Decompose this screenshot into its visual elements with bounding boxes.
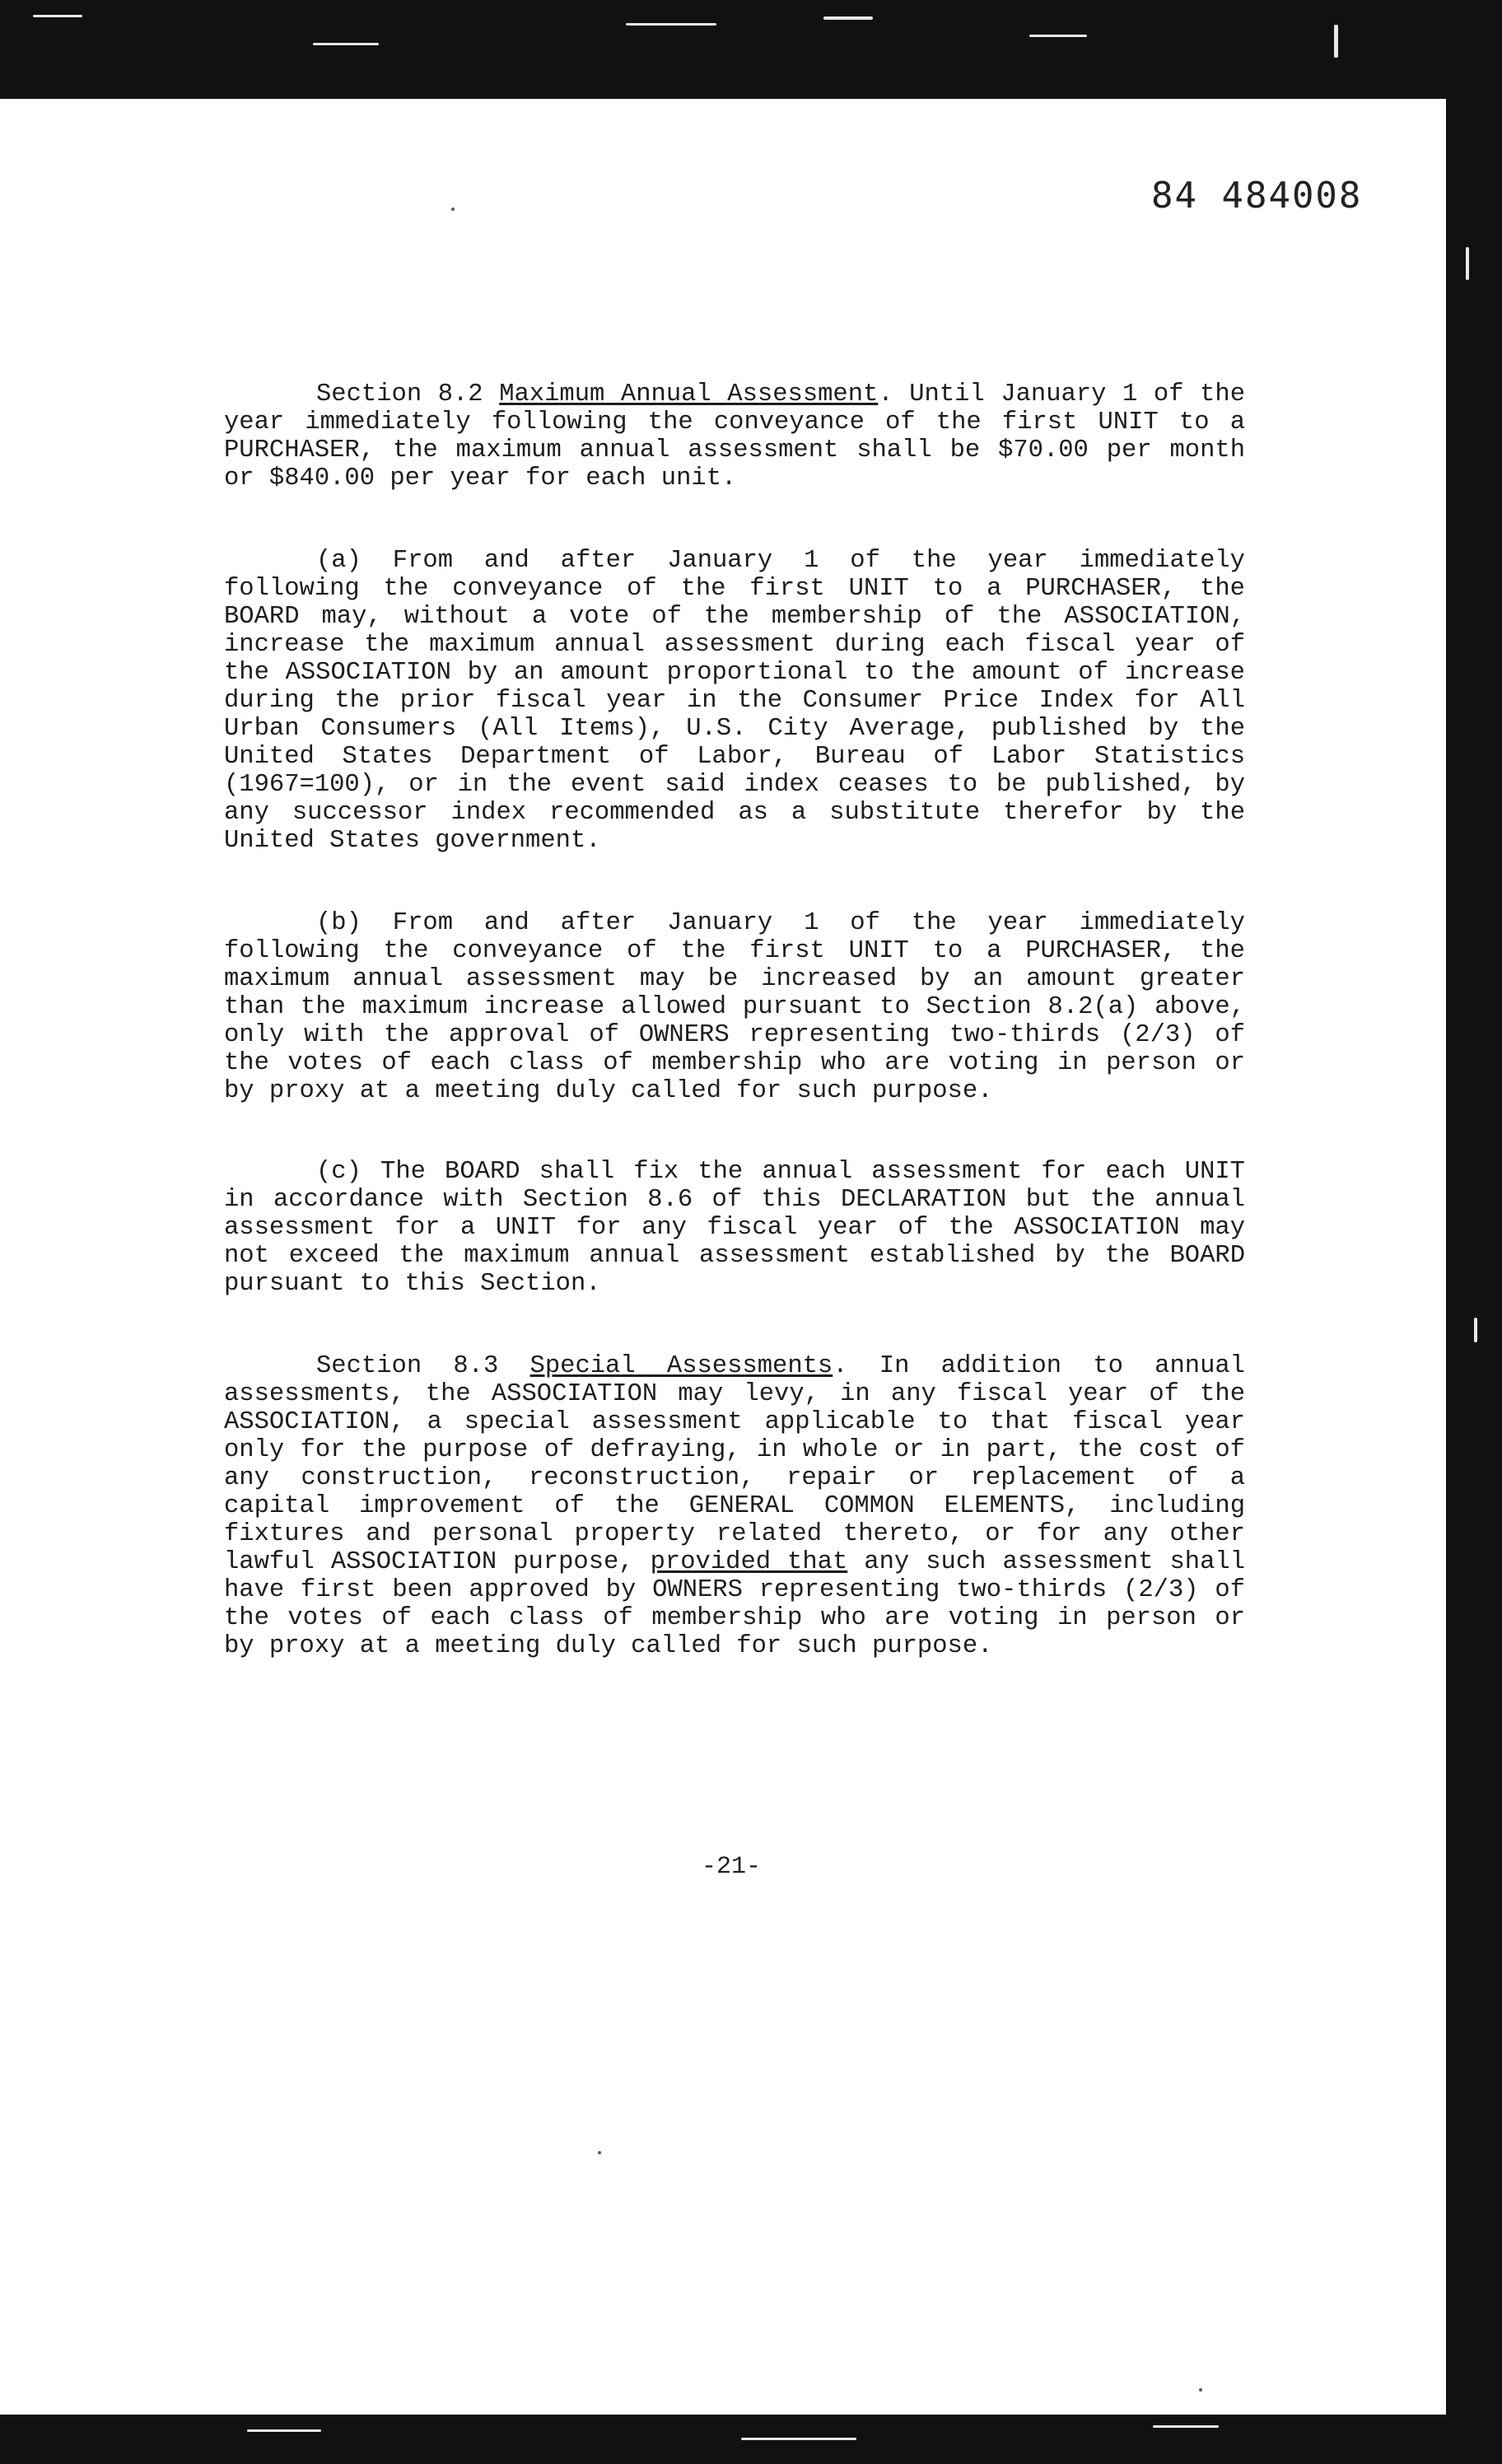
document-number: 84 484008 xyxy=(1151,175,1363,217)
section-8-3-text-2: any such assessment shall have first been approved by OWNERS representing two-thirds (2/3) of the votes of each class of membership who are voting in person or by proxy at a meeting duly called for such purpose. xyxy=(224,1548,1245,1660)
scan-noise xyxy=(247,2429,321,2432)
scan-dot xyxy=(598,2151,601,2154)
paragraph-c: (c) The BOARD shall fix the annual assessment for each UNIT in accordance with Section 8.6 of this DECLARATION but the annual assessment for a UNIT for any fiscal year of the ASSOCIATION may not exceed the maximum annual assessment established by the BOARD pursuant to this Section. xyxy=(224,1158,1245,1298)
section-8-3-label: Section 8.3 xyxy=(316,1352,530,1380)
scan-dot xyxy=(451,208,455,211)
section-8-2-a xyxy=(224,547,1245,855)
scan-border-top xyxy=(0,0,1502,99)
scan-noise xyxy=(1029,35,1087,37)
scan-noise xyxy=(823,16,873,20)
section-8-3-text-1: . In addition to annual assessments, the ASSOCIATION may levy, in any fiscal year of the ASSOCIATION, a special assessment applicable to that fiscal year only for the purpose of defraying, in whole or in part, the cost of any construction, reconstruction, repair or replacement of a capital improvement of the GENERAL COMMON ELEMENTS, including fixtures and personal property related thereto, or for any other lawful ASSOCIATION purpose, xyxy=(224,1352,1245,1576)
scan-dot xyxy=(1199,2388,1202,2392)
provided-that-phrase: provided that xyxy=(650,1548,848,1576)
section-8-2-b xyxy=(224,909,1245,1105)
section-8-2-c xyxy=(224,1158,1245,1298)
section-8-2-label: Section 8.2 xyxy=(316,380,500,408)
scan-noise xyxy=(1474,1318,1477,1342)
scan-noise xyxy=(313,43,379,45)
section-8-2-heading xyxy=(224,380,1245,492)
scan-border-right xyxy=(1446,0,1502,2464)
scan-noise xyxy=(626,23,716,26)
paragraph-a: (a) From and after January 1 of the year immediately following the conveyance of the first UNIT to a PURCHASER, the BOARD may, without a vote of the membership of the ASSOCIATION, increase the maximum annual assessment during each fiscal year of the ASSOCIATION by an amount proportional to the amount of increase during the prior fiscal year in the Consumer Price Index for All Urban Consumers (All Items), U.S. City Average, published by the United States Department of Labor, Bureau of Labor Statistics (1967=100), or in the event said index ceases to be published, by any successor index recommended as a substitute therefor by the United States government. xyxy=(224,547,1245,855)
section-8-3 xyxy=(224,1352,1245,1660)
page-number: -21- xyxy=(702,1853,762,1881)
section-8-2-text: . Until January 1 of the year immediately following the conveyance of the first UNIT to a PURCHASER, the maximum annual assessment shall be $70.00 per month or $840.00 per year for each unit. xyxy=(224,380,1246,492)
scan-noise xyxy=(741,2438,856,2440)
paragraph-b: (b) From and after January 1 of the year immediately following the conveyance of the first UNIT to a PURCHASER, the maximum annual assessment may be increased by an amount greater than the maximum increase allowed pursuant to Section 8.2(a) above, only with the approval of OWNERS representing two-thirds (2/3) of the votes of each class of membership who are voting in person or by proxy at a meeting duly called for such purpose. xyxy=(224,909,1245,1105)
scan-noise xyxy=(1153,2425,1219,2428)
scan-noise xyxy=(1466,247,1469,280)
scan-noise xyxy=(1334,25,1338,58)
section-8-3-heading xyxy=(224,1352,1245,1660)
scan-noise xyxy=(33,15,82,17)
section-8-2 xyxy=(224,380,1245,492)
section-8-3-title: Special Assessments xyxy=(529,1352,833,1380)
section-8-2-title: Maximum Annual Assessment xyxy=(499,380,879,408)
